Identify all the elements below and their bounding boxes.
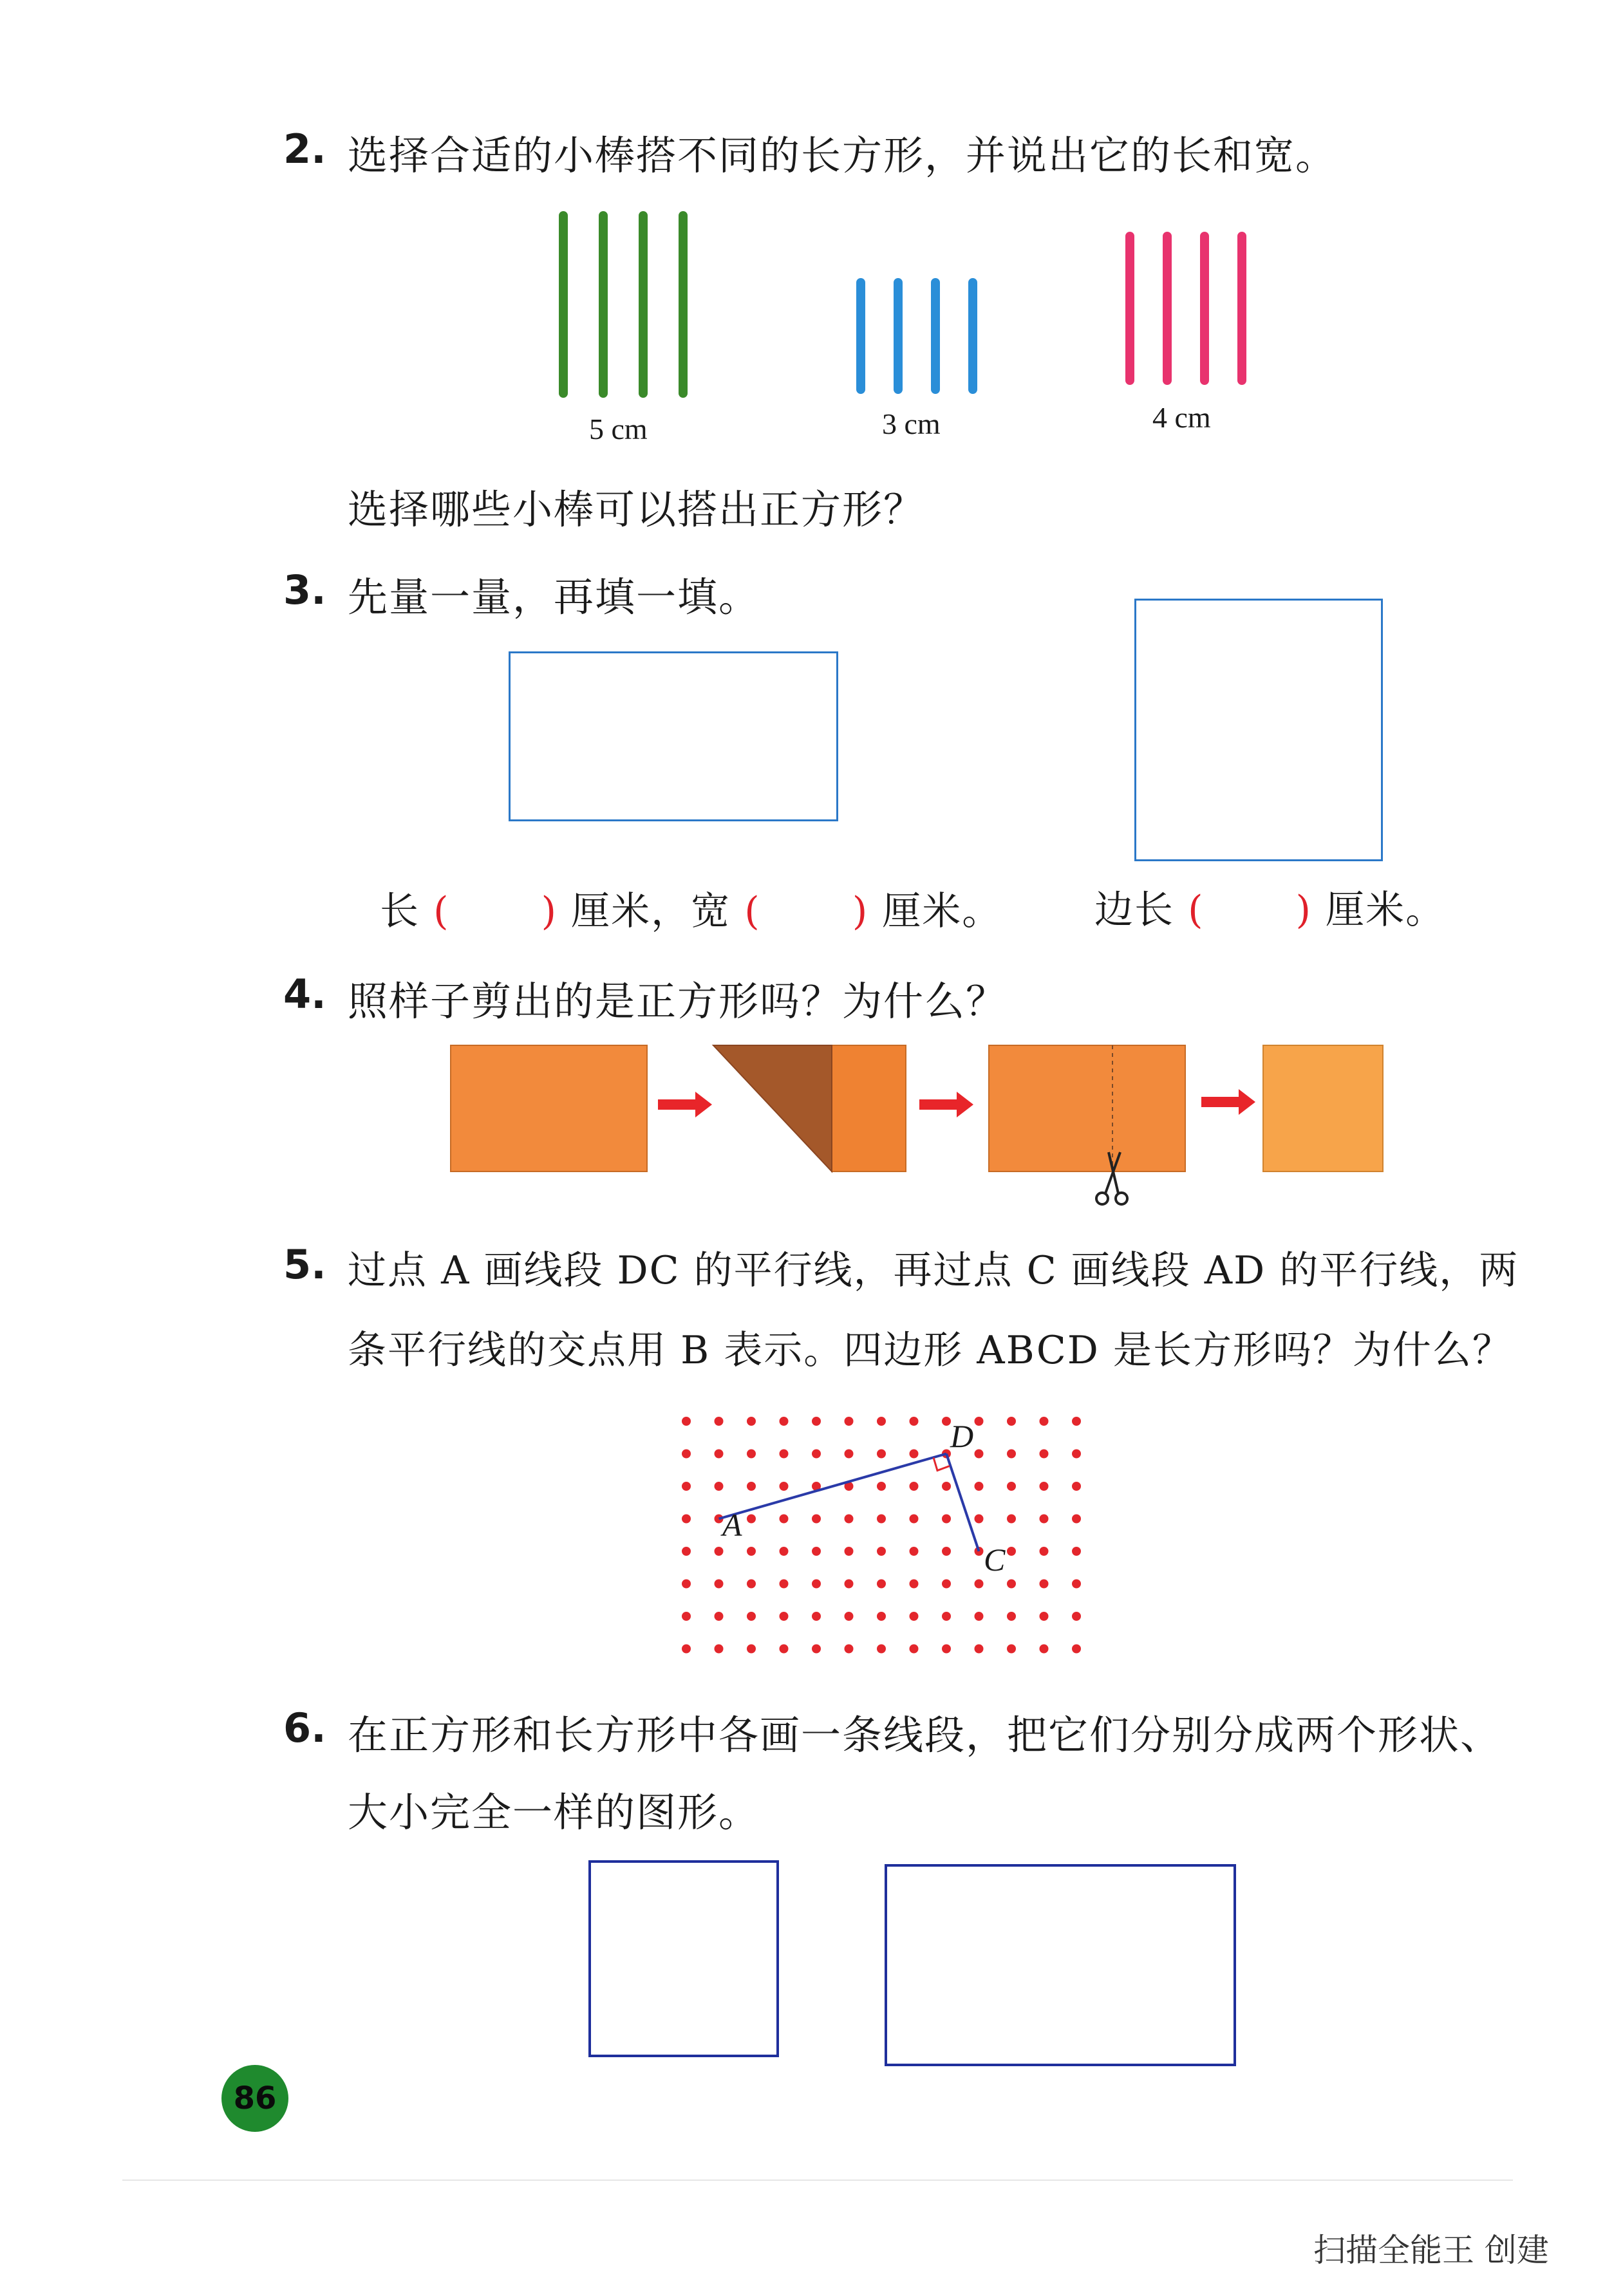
grid-dot [1007,1645,1016,1654]
grid-dot [877,1547,886,1556]
grid-dot [715,1612,724,1621]
grid-dot [682,1580,691,1589]
question-number: 4. [283,971,326,1018]
grid-dot [1007,1450,1016,1459]
grid-dot [682,1547,691,1556]
grid-dot [845,1612,854,1621]
paren-close: ) [852,889,869,934]
grid-dot [747,1547,756,1556]
sub-question: 选择哪些小棒可以搭出正方形？ [348,486,925,533]
folded-paper [713,1045,906,1171]
grid-dot [715,1482,724,1491]
grid-dot [1007,1515,1016,1524]
grid-dot [942,1515,951,1524]
grid-dot [780,1482,789,1491]
grid-dot [910,1417,919,1426]
grid-dot [910,1547,919,1556]
grid-dot [780,1580,789,1589]
grid-dot [877,1580,886,1589]
question-text-line1: 在正方形和长方形中各画一条线段，把它们分别分成两个形状、 [348,1712,1502,1759]
paper-folding-illustration [0,1030,1623,1210]
red-arrow-icon [658,1092,712,1117]
grid-dot [1007,1580,1016,1589]
grid-dot [910,1645,919,1654]
grid-dot [747,1580,756,1589]
grid-dot [812,1450,821,1459]
grid-dot [715,1580,724,1589]
stick-label-3cm: 3 cm [882,407,941,440]
grid-dot [715,1645,724,1654]
grid-dot [877,1450,886,1459]
question-text: 选择合适的小棒搭不同的长方形，并说出它的长和宽。 [348,132,1337,179]
paren-close: ) [541,889,558,934]
segment-dc [946,1454,979,1552]
question-number: 5. [283,1241,326,1288]
point-label-c: C [984,1542,1006,1578]
grid-dot [812,1645,821,1654]
grid-dot [1072,1580,1081,1589]
square-measure-fill [1094,879,1445,935]
orange-paper-rectangle [451,1045,647,1171]
grid-dot [942,1645,951,1654]
grid-dot [715,1450,724,1459]
page-bottom-divider [122,2179,1513,2181]
grid-dot [845,1515,854,1524]
paren-open: ( [433,889,450,934]
square-to-divide[interactable] [588,1860,779,2057]
grid-dot [942,1547,951,1556]
grid-dot [747,1450,756,1459]
question-number: 2. [283,126,326,173]
paren-open: ( [744,889,761,934]
grid-dot [910,1482,919,1491]
grid-dot [1040,1645,1049,1654]
cut-result-square [1263,1045,1383,1171]
green-sticks-5cm [559,211,688,398]
grid-dot [1040,1482,1049,1491]
question-text-line2: 条平行线的交点用 B 表示。四边形 ABCD 是长方形吗？为什么？ [348,1328,1512,1373]
grid-dot [780,1417,789,1426]
grid-dot [1040,1450,1049,1459]
grid-dot [1040,1580,1049,1589]
grid-dot [942,1580,951,1589]
grid-dot [910,1580,919,1589]
grid-dot [1040,1612,1049,1621]
pink-sticks-4cm [1125,232,1246,385]
grid-dot [1072,1547,1081,1556]
grid-dot [910,1515,919,1524]
page-number-badge: 86 [221,2065,288,2132]
grid-dot [812,1612,821,1621]
side-label: 边长 [1094,888,1174,933]
grid-dot [747,1612,756,1621]
scanner-watermark: 扫描全能王 创建 [1313,2232,1549,2269]
grid-dot [1040,1547,1049,1556]
grid-dot [747,1515,756,1524]
grid-dot [780,1515,789,1524]
sticks-illustration [0,0,1623,476]
paren-close: ) [1295,888,1313,933]
grid-dot [747,1482,756,1491]
grid-dot [1072,1482,1081,1491]
grid-dot [1007,1612,1016,1621]
grid-dot [715,1547,724,1556]
unit-label: 厘米。 [1326,888,1446,933]
grid-dot [845,1645,854,1654]
grid-dot [845,1417,854,1426]
grid-dot [715,1417,724,1426]
grid-dot [942,1482,951,1491]
grid-dot [682,1612,691,1621]
grid-dot [682,1515,691,1524]
question-text: 照样子剪出的是正方形吗？为什么？ [348,978,1008,1025]
question-number: 6. [283,1704,326,1751]
grid-dot [877,1482,886,1491]
grid-dot [780,1645,789,1654]
unit-label: 厘米。 [882,889,1002,934]
grid-dot [682,1482,691,1491]
grid-dot [975,1645,984,1654]
grid-dot [1040,1515,1049,1524]
unfolded-paper-with-cut-line [989,1045,1185,1171]
rect-measure-fill [380,881,1002,936]
grid-dot [910,1612,919,1621]
grid-dot [845,1450,854,1459]
grid-dot [910,1450,919,1459]
grid-dot [1040,1417,1049,1426]
square-to-measure [1134,599,1383,861]
rectangle-to-measure [509,651,838,821]
point-label-d: D [950,1418,974,1454]
grid-dot [975,1515,984,1524]
paren-open: ( [1188,888,1205,933]
point-label-a: A [722,1507,742,1543]
question-number: 3. [283,566,326,613]
grid-dot [780,1450,789,1459]
width-label: 厘米，宽 [571,889,731,934]
grid-dot [812,1417,821,1426]
grid-dot [942,1612,951,1621]
grid-dot [975,1450,984,1459]
question-text-line2: 大小完全一样的图形。 [348,1789,760,1836]
grid-dot [1007,1417,1016,1426]
grid-dot [812,1580,821,1589]
grid-dot [975,1580,984,1589]
grid-dot [1072,1645,1081,1654]
grid-dot [877,1645,886,1654]
rectangle-to-divide[interactable] [885,1864,1236,2066]
grid-dot [877,1515,886,1524]
grid-dot [1007,1482,1016,1491]
grid-dot [877,1612,886,1621]
grid-dot [975,1417,984,1426]
stick-label-5cm: 5 cm [589,413,648,445]
stick-label-4cm: 4 cm [1152,401,1211,434]
grid-dot [1072,1515,1081,1524]
grid-dot [747,1417,756,1426]
grid-dot [942,1417,951,1426]
grid-dot [780,1612,789,1621]
dot-grid [0,1403,1623,1674]
grid-dot [1007,1547,1016,1556]
length-label: 长 [380,889,420,934]
grid-dot [1072,1450,1081,1459]
red-arrow-icon [1201,1089,1255,1115]
grid-dot [682,1417,691,1426]
grid-dot [845,1547,854,1556]
red-arrow-icon [919,1092,973,1117]
grid-dot [682,1645,691,1654]
grid-dot [845,1580,854,1589]
grid-dot [747,1645,756,1654]
question-text: 先量一量，再填一填。 [348,574,760,621]
grid-dot [812,1515,821,1524]
blue-sticks-3cm [856,278,977,394]
grid-dot [877,1417,886,1426]
grid-dot [1072,1417,1081,1426]
question-text-line1: 过点 A 画线段 DC 的平行线，再过点 C 画线段 AD 的平行线，两 [348,1248,1519,1293]
grid-dot [975,1482,984,1491]
grid-dot [780,1547,789,1556]
grid-dot [975,1612,984,1621]
grid-dot [1072,1612,1081,1621]
grid-dot [812,1547,821,1556]
grid-dot [682,1450,691,1459]
